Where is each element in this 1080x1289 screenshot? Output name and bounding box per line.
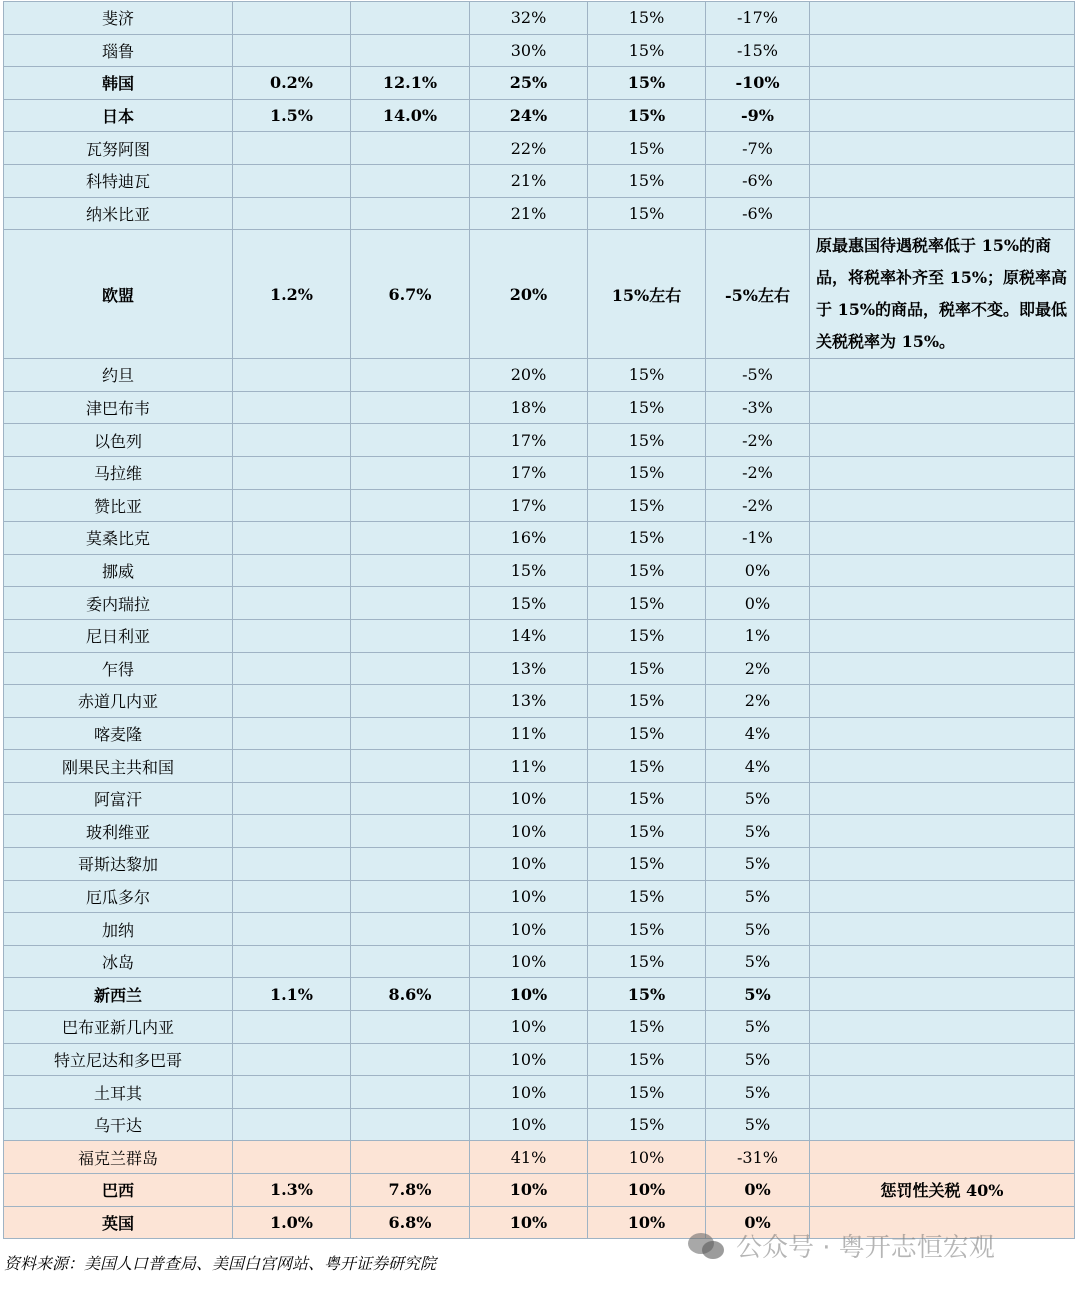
cell-e: -7% [706, 132, 810, 165]
cell-d: 15% [588, 945, 706, 978]
cell-d: 15% [588, 197, 706, 230]
cell-a [233, 34, 351, 67]
cell-e: 4% [706, 717, 810, 750]
cell-country: 莫桑比克 [4, 522, 233, 555]
cell-note [810, 132, 1075, 165]
cell-e: -5%左右 [706, 230, 810, 359]
cell-c: 21% [470, 197, 588, 230]
cell-a [233, 1076, 351, 1109]
cell-country: 巴布亚新几内亚 [4, 1011, 233, 1044]
cell-a [233, 880, 351, 913]
cell-c: 10% [470, 978, 588, 1011]
wechat-icon [688, 1231, 726, 1261]
cell-country: 乍得 [4, 652, 233, 685]
cell-a [233, 717, 351, 750]
table-row [4, 815, 1075, 848]
cell-a [233, 782, 351, 815]
cell-country: 科特迪瓦 [4, 164, 233, 197]
cell-country: 刚果民主共和国 [4, 750, 233, 783]
cell-a [233, 522, 351, 555]
cell-country: 挪威 [4, 554, 233, 587]
cell-b [351, 750, 470, 783]
cell-c: 16% [470, 522, 588, 555]
cell-e: 5% [706, 1108, 810, 1141]
cell-country: 冰岛 [4, 945, 233, 978]
cell-a [233, 619, 351, 652]
cell-b [351, 587, 470, 620]
cell-c: 22% [470, 132, 588, 165]
cell-b [351, 2, 470, 35]
cell-c: 10% [470, 848, 588, 881]
cell-note [810, 164, 1075, 197]
cell-country: 欧盟 [4, 230, 233, 359]
cell-b [351, 132, 470, 165]
cell-b [351, 782, 470, 815]
cell-country: 津巴布韦 [4, 391, 233, 424]
cell-note [810, 913, 1075, 946]
cell-b [351, 391, 470, 424]
cell-e: 5% [706, 978, 810, 1011]
cell-a [233, 132, 351, 165]
cell-d: 10% [588, 1206, 706, 1239]
cell-b [351, 164, 470, 197]
table-row [4, 1141, 1075, 1174]
cell-d: 15% [588, 67, 706, 100]
cell-d: 15% [588, 1011, 706, 1044]
cell-country: 巴西 [4, 1174, 233, 1207]
cell-c: 11% [470, 750, 588, 783]
cell-country: 福克兰群岛 [4, 1141, 233, 1174]
cell-b: 12.1% [351, 67, 470, 100]
cell-e: -2% [706, 456, 810, 489]
table-row [4, 197, 1075, 230]
cell-e: -9% [706, 99, 810, 132]
cell-c: 10% [470, 1043, 588, 1076]
cell-d: 10% [588, 1141, 706, 1174]
cell-country: 韩国 [4, 67, 233, 100]
cell-country: 日本 [4, 99, 233, 132]
table-row [4, 750, 1075, 783]
cell-e: 5% [706, 1076, 810, 1109]
cell-b [351, 34, 470, 67]
cell-a [233, 197, 351, 230]
cell-country: 委内瑞拉 [4, 587, 233, 620]
cell-country: 玻利维亚 [4, 815, 233, 848]
cell-c: 10% [470, 1206, 588, 1239]
cell-c: 10% [470, 782, 588, 815]
cell-c: 10% [470, 913, 588, 946]
cell-e: 2% [706, 685, 810, 718]
cell-d: 15% [588, 750, 706, 783]
cell-a [233, 2, 351, 35]
cell-note [810, 391, 1075, 424]
cell-c: 10% [470, 1174, 588, 1207]
cell-c: 41% [470, 1141, 588, 1174]
table-row [4, 456, 1075, 489]
cell-e: 5% [706, 782, 810, 815]
table-row [4, 848, 1075, 881]
cell-e: -3% [706, 391, 810, 424]
cell-e: 5% [706, 1043, 810, 1076]
table-row [4, 489, 1075, 522]
cell-b [351, 1011, 470, 1044]
cell-a [233, 554, 351, 587]
cell-c: 20% [470, 359, 588, 392]
cell-b [351, 815, 470, 848]
cell-country: 乌干达 [4, 1108, 233, 1141]
cell-a [233, 945, 351, 978]
cell-a [233, 685, 351, 718]
cell-note [810, 522, 1075, 555]
cell-e: 5% [706, 913, 810, 946]
cell-c: 13% [470, 685, 588, 718]
cell-note [810, 34, 1075, 67]
cell-c: 10% [470, 1011, 588, 1044]
cell-d: 15% [588, 717, 706, 750]
cell-a [233, 391, 351, 424]
table-row [4, 587, 1075, 620]
cell-d: 15% [588, 619, 706, 652]
cell-c: 20% [470, 230, 588, 359]
cell-b [351, 685, 470, 718]
cell-a: 1.0% [233, 1206, 351, 1239]
cell-e: 5% [706, 1011, 810, 1044]
table-row [4, 652, 1075, 685]
cell-note [810, 2, 1075, 35]
cell-note [810, 978, 1075, 1011]
watermark-text: 公众号 · 粤开志恒宏观 [736, 1233, 995, 1263]
cell-e: -17% [706, 2, 810, 35]
cell-d: 15% [588, 652, 706, 685]
cell-a: 1.3% [233, 1174, 351, 1207]
table-row [4, 2, 1075, 35]
cell-b [351, 424, 470, 457]
cell-country: 英国 [4, 1206, 233, 1239]
cell-d: 15% [588, 880, 706, 913]
cell-b [351, 197, 470, 230]
cell-d: 15% [588, 554, 706, 587]
cell-c: 17% [470, 489, 588, 522]
cell-a: 1.2% [233, 230, 351, 359]
cell-b [351, 554, 470, 587]
source-note: 资料来源：美国人口普查局、美国白宫网站、粤开证券研究院 [4, 1256, 437, 1273]
cell-d: 15% [588, 391, 706, 424]
cell-d: 15% [588, 522, 706, 555]
cell-a [233, 424, 351, 457]
table-row [4, 164, 1075, 197]
cell-note [810, 750, 1075, 783]
cell-d: 15% [588, 489, 706, 522]
cell-d: 15% [588, 456, 706, 489]
cell-note [810, 652, 1075, 685]
cell-a [233, 489, 351, 522]
cell-note [810, 99, 1075, 132]
cell-e: 0% [706, 1174, 810, 1207]
cell-c: 11% [470, 717, 588, 750]
cell-c: 10% [470, 945, 588, 978]
cell-e: -10% [706, 67, 810, 100]
cell-c: 17% [470, 456, 588, 489]
cell-d: 15% [588, 424, 706, 457]
cell-country: 约旦 [4, 359, 233, 392]
cell-c: 10% [470, 1108, 588, 1141]
table-row [4, 34, 1075, 67]
cell-note [810, 880, 1075, 913]
cell-c: 25% [470, 67, 588, 100]
table-row [4, 717, 1075, 750]
cell-note [810, 424, 1075, 457]
table-row [4, 1174, 1075, 1207]
cell-country: 哥斯达黎加 [4, 848, 233, 881]
cell-b [351, 913, 470, 946]
cell-note [810, 197, 1075, 230]
cell-note [810, 67, 1075, 100]
cell-note [810, 359, 1075, 392]
cell-a [233, 652, 351, 685]
cell-e: 1% [706, 619, 810, 652]
cell-a: 1.1% [233, 978, 351, 1011]
cell-note [810, 456, 1075, 489]
table-body [4, 2, 1075, 1239]
cell-a [233, 587, 351, 620]
cell-country: 阿富汗 [4, 782, 233, 815]
cell-country: 特立尼达和多巴哥 [4, 1043, 233, 1076]
cell-c: 10% [470, 815, 588, 848]
cell-b [351, 489, 470, 522]
cell-b: 7.8% [351, 1174, 470, 1207]
cell-e: -6% [706, 197, 810, 230]
cell-b [351, 717, 470, 750]
cell-c: 13% [470, 652, 588, 685]
cell-b [351, 619, 470, 652]
cell-d: 15% [588, 587, 706, 620]
table-row [4, 391, 1075, 424]
table-row [4, 1011, 1075, 1044]
cell-country: 新西兰 [4, 978, 233, 1011]
cell-e: -5% [706, 359, 810, 392]
table-row [4, 782, 1075, 815]
cell-b [351, 945, 470, 978]
cell-d: 15% [588, 1108, 706, 1141]
cell-b [351, 848, 470, 881]
cell-country: 加纳 [4, 913, 233, 946]
table-row [4, 230, 1075, 359]
cell-e: -2% [706, 489, 810, 522]
cell-d: 15% [588, 685, 706, 718]
cell-note [810, 489, 1075, 522]
cell-note [810, 1141, 1075, 1174]
cell-b [351, 1076, 470, 1109]
cell-note [810, 1043, 1075, 1076]
cell-a [233, 848, 351, 881]
cell-note [810, 945, 1075, 978]
cell-b [351, 1043, 470, 1076]
cell-note [810, 554, 1075, 587]
cell-d: 15% [588, 99, 706, 132]
cell-d: 15%左右 [588, 230, 706, 359]
cell-note [810, 685, 1075, 718]
cell-d: 15% [588, 359, 706, 392]
cell-e: 0% [706, 1206, 810, 1239]
cell-d: 15% [588, 848, 706, 881]
cell-note [810, 815, 1075, 848]
cell-d: 15% [588, 132, 706, 165]
cell-note [810, 619, 1075, 652]
table-row [4, 359, 1075, 392]
cell-c: 17% [470, 424, 588, 457]
cell-note: 惩罚性关税 40% [810, 1174, 1075, 1207]
cell-d: 15% [588, 913, 706, 946]
cell-d: 15% [588, 2, 706, 35]
table-row [4, 132, 1075, 165]
cell-c: 15% [470, 554, 588, 587]
cell-e: -6% [706, 164, 810, 197]
cell-b [351, 456, 470, 489]
cell-b [351, 1141, 470, 1174]
cell-c: 30% [470, 34, 588, 67]
cell-c: 10% [470, 1076, 588, 1109]
cell-note [810, 587, 1075, 620]
cell-e: 5% [706, 848, 810, 881]
cell-note [810, 1108, 1075, 1141]
cell-d: 15% [588, 1076, 706, 1109]
cell-a [233, 750, 351, 783]
table-row [4, 619, 1075, 652]
cell-a: 0.2% [233, 67, 351, 100]
cell-e: 0% [706, 554, 810, 587]
cell-note [810, 848, 1075, 881]
cell-country: 赤道几内亚 [4, 685, 233, 718]
cell-country: 纳米比亚 [4, 197, 233, 230]
cell-country: 喀麦隆 [4, 717, 233, 750]
cell-country: 瓦努阿图 [4, 132, 233, 165]
cell-note: 原最惠国待遇税率低于 15%的商品，将税率补齐至 15%；原税率高于 15%的商品，税率不变。即最低关税税率为 15%。 [810, 230, 1075, 359]
cell-b: 6.8% [351, 1206, 470, 1239]
cell-d: 15% [588, 1043, 706, 1076]
cell-a [233, 456, 351, 489]
cell-note [810, 717, 1075, 750]
cell-country: 瑙鲁 [4, 34, 233, 67]
cell-c: 18% [470, 391, 588, 424]
cell-e: -31% [706, 1141, 810, 1174]
cell-a [233, 164, 351, 197]
cell-b [351, 359, 470, 392]
cell-b [351, 652, 470, 685]
cell-b [351, 880, 470, 913]
cell-country: 以色列 [4, 424, 233, 457]
tariff-table [3, 1, 1075, 1239]
table-row [4, 554, 1075, 587]
cell-c: 14% [470, 619, 588, 652]
table-row [4, 1043, 1075, 1076]
table-row [4, 522, 1075, 555]
cell-country: 尼日利亚 [4, 619, 233, 652]
cell-e: -15% [706, 34, 810, 67]
cell-a [233, 815, 351, 848]
cell-c: 21% [470, 164, 588, 197]
table-row [4, 945, 1075, 978]
cell-country: 土耳其 [4, 1076, 233, 1109]
cell-b: 8.6% [351, 978, 470, 1011]
cell-a [233, 913, 351, 946]
cell-country: 厄瓜多尔 [4, 880, 233, 913]
cell-e: 4% [706, 750, 810, 783]
cell-country: 斐济 [4, 2, 233, 35]
table-row [4, 978, 1075, 1011]
cell-note [810, 1076, 1075, 1109]
cell-note [810, 1011, 1075, 1044]
cell-e: 2% [706, 652, 810, 685]
table-row [4, 1108, 1075, 1141]
cell-country: 赞比亚 [4, 489, 233, 522]
table-row [4, 1076, 1075, 1109]
cell-e: 0% [706, 587, 810, 620]
cell-d: 15% [588, 782, 706, 815]
cell-d: 15% [588, 164, 706, 197]
cell-d: 10% [588, 1174, 706, 1207]
table-row [4, 880, 1075, 913]
cell-c: 15% [470, 587, 588, 620]
cell-country: 马拉维 [4, 456, 233, 489]
cell-e: 5% [706, 815, 810, 848]
cell-a: 1.5% [233, 99, 351, 132]
cell-a [233, 1043, 351, 1076]
table-row [4, 424, 1075, 457]
cell-c: 24% [470, 99, 588, 132]
cell-a [233, 1141, 351, 1174]
cell-d: 15% [588, 34, 706, 67]
table-row [4, 99, 1075, 132]
cell-a [233, 1108, 351, 1141]
table-row [4, 67, 1075, 100]
cell-e: -2% [706, 424, 810, 457]
cell-c: 32% [470, 2, 588, 35]
cell-d: 15% [588, 815, 706, 848]
cell-e: -1% [706, 522, 810, 555]
table-row [4, 685, 1075, 718]
cell-e: 5% [706, 880, 810, 913]
cell-note [810, 782, 1075, 815]
cell-a [233, 359, 351, 392]
cell-b [351, 522, 470, 555]
watermark [688, 1227, 995, 1264]
cell-b: 14.0% [351, 99, 470, 132]
cell-c: 10% [470, 880, 588, 913]
cell-a [233, 1011, 351, 1044]
cell-d: 15% [588, 978, 706, 1011]
table-row [4, 913, 1075, 946]
cell-b [351, 1108, 470, 1141]
cell-e: 5% [706, 945, 810, 978]
cell-b: 6.7% [351, 230, 470, 359]
